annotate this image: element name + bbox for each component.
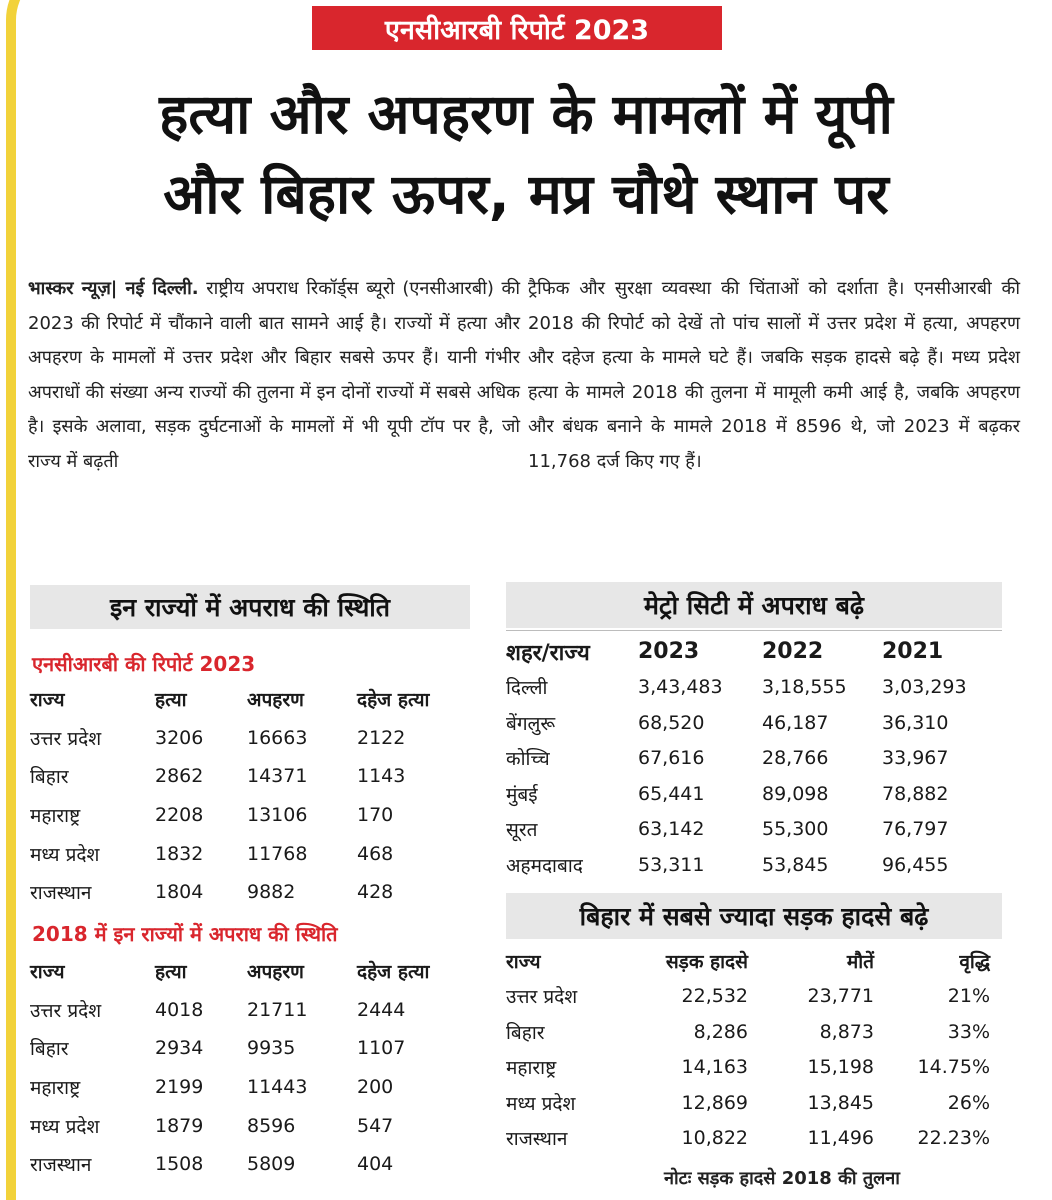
cell-value: 33% <box>947 1020 990 1043</box>
divider <box>506 630 1002 631</box>
column-header: वृद्धि <box>959 950 990 973</box>
column-header: हत्या <box>155 689 187 712</box>
article-column-right: ट्रैफिक और सुरक्षा व्यवस्था की चिंताओं को दर्शाता है। एनसीआरबी की 2018 की रिपोर्ट को देखें तो पांच सालों में उत्तर प्रदेश में हत्या, अपहरण और दहेज हत्या के मामले घटे हैं। जबकि सड़क हादसे बढ़े हैं। मध्य प्रदेश हत्या के मामले 2018 की तुलना में मामूली कमी आई है, जबकि अपहरण और बंधक बनाने के मामले 2018 में 8596 थे, जो 2023 में बढ़कर 11,768 दर्ज किए गए हैं। <box>528 278 1020 472</box>
table-header-row <box>30 952 470 991</box>
cell-value: 14,163 <box>681 1056 748 1079</box>
table-row <box>506 1121 1004 1157</box>
table-row <box>506 979 1004 1015</box>
column-header: 2023 <box>638 639 700 665</box>
cell-value: 10,822 <box>681 1127 748 1150</box>
cell-value: 22,532 <box>681 985 748 1008</box>
column-header: हत्या <box>155 961 187 984</box>
metro-table <box>506 634 1000 883</box>
cell-value: 1508 <box>155 1153 204 1176</box>
row-label: सूरत <box>506 819 538 842</box>
column-header: राज्य <box>30 689 65 712</box>
cell-value: 200 <box>357 1076 394 1099</box>
cell-value: 2934 <box>155 1037 204 1060</box>
headline <box>16 74 1036 234</box>
cell-value: 4018 <box>155 998 204 1021</box>
cell-value: 46,187 <box>762 711 829 734</box>
row-label: राजस्थान <box>30 1154 92 1177</box>
row-label: बिहार <box>30 766 69 789</box>
cell-value: 9935 <box>247 1037 296 1060</box>
row-label: बेंगलुरू <box>506 712 556 735</box>
table-row <box>506 1085 1004 1121</box>
cell-value: 2444 <box>357 998 406 1021</box>
table-header-row <box>506 943 1004 979</box>
headline-line-1: हत्या और अपहरण के मामलों में यूपी <box>159 82 893 146</box>
road-note: नोटः सड़क हादसे 2018 की तुलना <box>664 1168 900 1189</box>
column-header: अपहरण <box>247 961 304 984</box>
cell-value: 23,771 <box>807 985 874 1008</box>
table-header-row <box>506 634 1000 670</box>
cell-value: 36,310 <box>882 711 949 734</box>
row-label: अहमदाबाद <box>506 854 583 877</box>
row-label: राजस्थान <box>506 1128 568 1151</box>
cell-value: 11768 <box>247 842 308 865</box>
cell-value: 13,845 <box>807 1091 874 1114</box>
column-header: अपहरण <box>247 689 304 712</box>
road-table <box>506 943 1004 1156</box>
column-header: शहर/राज्य <box>506 640 590 666</box>
cell-value: 2199 <box>155 1076 204 1099</box>
row-label: बिहार <box>506 1021 545 1044</box>
table-row <box>30 1106 470 1145</box>
cell-value: 53,845 <box>762 853 829 876</box>
column-header: 2021 <box>882 639 944 665</box>
cell-value: 9882 <box>247 881 296 904</box>
cell-value: 26% <box>947 1091 990 1114</box>
row-label: राजस्थान <box>30 882 92 905</box>
row-label: दिल्ली <box>506 677 548 700</box>
cell-value: 3206 <box>155 726 204 749</box>
crime-table-2018 <box>30 952 470 1184</box>
table-row <box>506 741 1000 777</box>
row-label: मध्य प्रदेश <box>30 843 100 866</box>
row-label: उत्तर प्रदेश <box>30 727 102 750</box>
column-header: राज्य <box>30 961 65 984</box>
table-row <box>30 1029 470 1068</box>
row-label: मुंबई <box>506 783 538 806</box>
cell-value: 5809 <box>247 1153 296 1176</box>
cell-value: 404 <box>357 1153 394 1176</box>
report-tag: एनसीआरबी रिपोर्ट 2023 <box>312 6 722 50</box>
cell-value: 2122 <box>357 726 406 749</box>
cell-value: 2208 <box>155 804 204 827</box>
article-text-left: राष्ट्रीय अपराध रिकॉर्ड्स ब्यूरो (एनसीआरबी) की 2023 की रिपोर्ट में चौंकाने वाली बात सामने आई है। राज्यों में हत्या और अपहरण के मामलों में उत्तर प्रदेश और बिहार सबसे ऊपर हैं। यानी गंभीर अपराधों की संख्या अन्य राज्यों की तुलना में इन दोनों राज्यों में सबसे अधिक है। इसके अलावा, सड़क दुर्घटनाओं के मामलों में भी यूपी टॉप पर है, जो राज्य में बढ़ती <box>28 278 521 472</box>
crime-table-2023 <box>30 680 470 912</box>
headline-line-2: और बिहार ऊपर, मप्र चौथे स्थान पर <box>163 162 889 226</box>
cell-value: 428 <box>357 881 394 904</box>
cell-value: 12,869 <box>681 1091 748 1114</box>
cell-value: 1879 <box>155 1114 204 1137</box>
table-row <box>30 873 470 912</box>
row-label: मध्य प्रदेश <box>506 1092 576 1115</box>
table-row <box>506 1014 1004 1050</box>
row-label: उत्तर प्रदेश <box>506 986 578 1009</box>
cell-value: 14371 <box>247 765 308 788</box>
cell-value: 15,198 <box>807 1056 874 1079</box>
table-row <box>506 812 1000 848</box>
cell-value: 1143 <box>357 765 406 788</box>
cell-value: 11,496 <box>807 1127 874 1150</box>
row-label: बिहार <box>30 1038 69 1061</box>
report-2018-subheading: 2018 में इन राज्यों में अपराध की स्थिति <box>32 922 338 946</box>
cell-value: 8,873 <box>819 1020 874 1043</box>
cell-value: 68,520 <box>638 711 705 734</box>
row-label: कोच्चि <box>506 748 550 771</box>
table-row <box>506 705 1000 741</box>
table-row <box>30 834 470 873</box>
cell-value: 8596 <box>247 1114 296 1137</box>
row-label: महाराष्ट्र <box>30 1077 81 1100</box>
cell-value: 16663 <box>247 726 308 749</box>
cell-value: 3,18,555 <box>762 676 847 699</box>
table-header-row <box>30 680 470 719</box>
cell-value: 3,03,293 <box>882 676 967 699</box>
cell-value: 11443 <box>247 1076 308 1099</box>
cell-value: 78,882 <box>882 782 949 805</box>
cell-value: 1107 <box>357 1037 406 1060</box>
report-2023-subheading: एनसीआरबी की रिपोर्ट 2023 <box>32 652 256 676</box>
table-row <box>30 1068 470 1107</box>
column-header: राज्य <box>506 950 541 973</box>
row-label: उत्तर प्रदेश <box>30 999 102 1022</box>
cell-value: 170 <box>357 804 394 827</box>
table-row <box>30 991 470 1030</box>
cell-value: 21711 <box>247 998 308 1021</box>
column-header: दहेज हत्या <box>357 961 430 984</box>
cell-value: 14.75% <box>917 1056 990 1079</box>
table-row <box>506 1050 1004 1086</box>
table-row <box>30 1145 470 1184</box>
cell-value: 468 <box>357 842 394 865</box>
cell-value: 1804 <box>155 881 204 904</box>
cell-value: 96,455 <box>882 853 949 876</box>
cell-value: 65,441 <box>638 782 705 805</box>
table-row <box>506 670 1000 706</box>
byline: भास्कर न्यूज़| नई दिल्ली. <box>28 278 199 299</box>
cell-value: 28,766 <box>762 747 829 770</box>
cell-value: 55,300 <box>762 818 829 841</box>
cell-value: 63,142 <box>638 818 705 841</box>
row-label: मध्य प्रदेश <box>30 1115 100 1138</box>
column-header: 2022 <box>762 639 824 665</box>
column-header: मौतें <box>846 950 874 973</box>
column-header: सड़क हादसे <box>665 950 748 973</box>
cell-value: 76,797 <box>882 818 949 841</box>
cell-value: 33,967 <box>882 747 949 770</box>
row-label: महाराष्ट्र <box>30 805 81 828</box>
table-row <box>30 796 470 835</box>
table-row <box>30 719 470 758</box>
metro-heading: मेट्रो सिटी में अपराध बढ़े <box>506 582 1002 628</box>
column-header: दहेज हत्या <box>357 689 430 712</box>
cell-value: 3,43,483 <box>638 676 723 699</box>
road-heading: बिहार में सबसे ज्यादा सड़क हादसे बढ़े <box>506 893 1002 939</box>
cell-value: 89,098 <box>762 782 829 805</box>
cell-value: 2862 <box>155 765 204 788</box>
cell-value: 53,311 <box>638 853 705 876</box>
cell-value: 21% <box>947 985 990 1008</box>
table-row <box>506 847 1000 883</box>
cell-value: 547 <box>357 1114 394 1137</box>
cell-value: 13106 <box>247 804 308 827</box>
state-crime-heading: इन राज्यों में अपराध की स्थिति <box>30 585 470 629</box>
table-row <box>506 776 1000 812</box>
article-column-left <box>28 272 520 479</box>
cell-value: 1832 <box>155 842 204 865</box>
cell-value: 22.23% <box>917 1127 990 1150</box>
cell-value: 8,286 <box>693 1020 748 1043</box>
row-label: महाराष्ट्र <box>506 1057 557 1080</box>
table-row <box>30 757 470 796</box>
cell-value: 67,616 <box>638 747 705 770</box>
